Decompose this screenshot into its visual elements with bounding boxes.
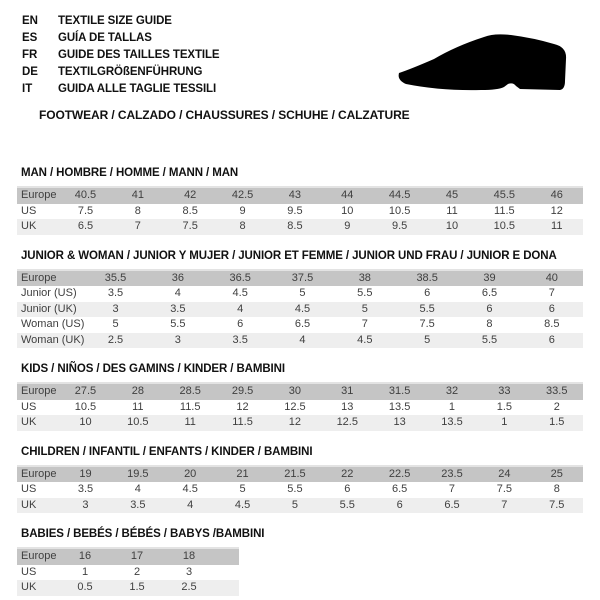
size-value-cell: 31: [321, 383, 373, 400]
size-value-cell: 5: [216, 482, 268, 498]
size-value-cell: 9: [321, 219, 373, 235]
size-value-cell: 4: [112, 482, 164, 498]
size-value-cell: 6: [321, 482, 373, 498]
size-value-cell: 45: [426, 187, 478, 204]
section-title: JUNIOR & WOMAN / JUNIOR Y MUJER / JUNIOR ET FEMME / JUNIOR UND FRAU / JUNIOR E DONA: [21, 249, 557, 262]
size-value-cell: 3: [163, 565, 215, 581]
size-section: [0, 528, 600, 596]
size-label-cell: US: [17, 204, 59, 220]
size-value-cell: 11.5: [216, 415, 268, 431]
language-label: GUÍA DE TALLAS: [58, 32, 152, 44]
size-value-cell: 9.5: [269, 204, 321, 220]
size-section: [0, 363, 600, 431]
size-value-cell: 10: [321, 204, 373, 220]
size-value-cell: 6: [209, 317, 271, 333]
size-label-cell: Junior (US): [17, 286, 84, 302]
language-label: TEXTILGRÖßENFÜHRUNG: [58, 66, 203, 78]
size-value-cell: 2: [111, 565, 163, 581]
size-value-cell: 5.5: [458, 333, 520, 349]
size-value-cell: 8: [216, 219, 268, 235]
size-value-cell: 28.5: [164, 383, 216, 400]
language-code: IT: [22, 83, 33, 95]
size-value-cell: 6: [521, 333, 583, 349]
size-table: [17, 547, 239, 596]
section-title: BABIES / BEBÉS / BÉBÉS / BABYS /BAMBINI: [21, 528, 265, 540]
size-value-cell: 6.5: [458, 286, 520, 302]
size-value-cell: 44: [321, 187, 373, 204]
size-value-cell: 8.5: [269, 219, 321, 235]
size-value-cell: 16: [59, 548, 111, 565]
size-value-cell: 5: [396, 333, 458, 349]
size-label-cell: Europe: [17, 466, 59, 483]
table-row: [17, 317, 583, 333]
size-value-cell: 30: [269, 383, 321, 400]
size-value-cell: 11: [426, 204, 478, 220]
size-value-cell: 28: [112, 383, 164, 400]
shoe-icon: [396, 32, 568, 92]
size-value-cell: 22.5: [373, 466, 425, 483]
size-label-cell: Woman (US): [17, 317, 84, 333]
size-value-cell: 6: [396, 286, 458, 302]
size-value-cell: 6: [373, 498, 425, 514]
table-row: [17, 286, 583, 302]
size-value-cell: 5.5: [396, 302, 458, 318]
size-value-cell: 1.5: [111, 580, 163, 596]
size-value-cell: 6.5: [59, 219, 111, 235]
size-table: [17, 186, 583, 235]
size-value-cell: 7.5: [59, 204, 111, 220]
size-value-cell: 7.5: [531, 498, 583, 514]
language-code: EN: [22, 15, 38, 27]
size-value-cell: 38: [334, 270, 396, 287]
size-value-cell: 8.5: [521, 317, 583, 333]
section-title: MAN / HOMBRE / HOMME / MANN / MAN: [21, 167, 239, 179]
size-value-cell: 19: [59, 466, 111, 483]
size-value-cell: 13.5: [373, 400, 425, 416]
size-value-cell: 20: [164, 466, 216, 483]
size-label-cell: Europe: [17, 383, 59, 400]
size-label-cell: UK: [17, 219, 59, 235]
table-row: [17, 415, 583, 431]
size-value-cell: 36.5: [209, 270, 271, 287]
size-label-cell: Europe: [17, 270, 84, 287]
size-value-cell: 3.5: [147, 302, 209, 318]
size-value-cell: 4.5: [271, 302, 333, 318]
size-value-cell: 12: [531, 204, 583, 220]
size-value-cell: 21.5: [269, 466, 321, 483]
size-value-cell: 42: [164, 187, 216, 204]
size-value-cell: 13: [321, 400, 373, 416]
size-value-cell: 1: [478, 415, 530, 431]
size-value-cell: 12: [269, 415, 321, 431]
size-value-cell: 4.5: [209, 286, 271, 302]
size-value-cell: 17: [111, 548, 163, 565]
size-value-cell: 4.5: [216, 498, 268, 514]
size-value-cell: 5.5: [269, 482, 321, 498]
size-value-cell: 10: [426, 219, 478, 235]
size-value-cell: 4: [271, 333, 333, 349]
size-value-cell: 11.5: [164, 400, 216, 416]
size-value-cell: 21: [216, 466, 268, 483]
size-value-cell: 31.5: [373, 383, 425, 400]
size-value-cell: 36: [147, 270, 209, 287]
size-value-cell: 13.5: [426, 415, 478, 431]
size-value-cell: 12.5: [321, 415, 373, 431]
language-row: [22, 13, 600, 30]
size-value-cell: 5: [334, 302, 396, 318]
table-row: [17, 187, 583, 204]
size-label-cell: Europe: [17, 548, 59, 565]
size-value-cell: 3: [147, 333, 209, 349]
size-section: [0, 446, 600, 514]
size-value-cell: 40: [521, 270, 583, 287]
size-value-cell: 1: [59, 565, 111, 581]
size-section: [0, 250, 600, 349]
language-code: DE: [22, 66, 38, 78]
size-label-cell: US: [17, 482, 59, 498]
size-value-cell: 2: [531, 400, 583, 416]
size-value-cell: 22: [321, 466, 373, 483]
size-value-cell: 6.5: [271, 317, 333, 333]
table-row: [17, 270, 583, 287]
language-code: ES: [22, 32, 38, 44]
size-value-cell: 37.5: [271, 270, 333, 287]
size-value-cell: 8: [531, 482, 583, 498]
size-value-cell: 9: [216, 204, 268, 220]
size-value-cell: 24: [478, 466, 530, 483]
size-value-cell: 6.5: [373, 482, 425, 498]
size-value-cell: 32: [426, 383, 478, 400]
table-row: [17, 580, 239, 596]
section-title: KIDS / NIÑOS / DES GAMINS / KINDER / BAMBINI: [21, 363, 285, 375]
size-value-cell: 1: [426, 400, 478, 416]
size-value-cell: 5: [271, 286, 333, 302]
size-label-cell: US: [17, 565, 59, 581]
table-row: [17, 333, 583, 349]
size-value-cell: 0.5: [59, 580, 111, 596]
table-row: [17, 548, 239, 565]
size-value-cell: 12.5: [269, 400, 321, 416]
filler-cell: [215, 580, 239, 596]
size-value-cell: 41: [112, 187, 164, 204]
size-value-cell: 10: [59, 415, 111, 431]
size-value-cell: 5.5: [334, 286, 396, 302]
size-value-cell: 33.5: [531, 383, 583, 400]
size-value-cell: 27.5: [59, 383, 111, 400]
size-value-cell: 3: [59, 498, 111, 514]
language-label: GUIDA ALLE TAGLIE TESSILI: [58, 83, 217, 95]
size-value-cell: 40.5: [59, 187, 111, 204]
size-value-cell: 11: [531, 219, 583, 235]
size-table: [17, 465, 583, 514]
size-value-cell: 43: [269, 187, 321, 204]
size-value-cell: 46: [531, 187, 583, 204]
size-value-cell: 7: [521, 286, 583, 302]
size-value-cell: 4: [209, 302, 271, 318]
size-section: [0, 167, 600, 235]
language-label: GUIDE DES TAILLES TEXTILE: [58, 49, 220, 61]
size-value-cell: 4: [164, 498, 216, 514]
size-label-cell: UK: [17, 498, 59, 514]
size-value-cell: 3.5: [84, 286, 146, 302]
table-row: [17, 466, 583, 483]
size-value-cell: 39: [458, 270, 520, 287]
size-label-cell: US: [17, 400, 59, 416]
category-header: FOOTWEAR / CALZADO / CHAUSSURES / SCHUHE / CALZATURE: [39, 108, 410, 122]
size-value-cell: 8.5: [164, 204, 216, 220]
size-value-cell: 3.5: [59, 482, 111, 498]
filler-cell: [215, 565, 239, 581]
size-value-cell: 1.5: [531, 415, 583, 431]
table-row: [17, 498, 583, 514]
section-title: CHILDREN / INFANTIL / ENFANTS / KINDER / BAMBINI: [21, 445, 313, 458]
size-value-cell: 4.5: [164, 482, 216, 498]
size-value-cell: 29.5: [216, 383, 268, 400]
size-value-cell: 7.5: [396, 317, 458, 333]
size-label-cell: UK: [17, 415, 59, 431]
size-value-cell: 10.5: [478, 219, 530, 235]
size-value-cell: 19.5: [112, 466, 164, 483]
size-table: [17, 382, 583, 431]
size-value-cell: 8: [458, 317, 520, 333]
size-value-cell: 9.5: [373, 219, 425, 235]
size-value-cell: 3: [84, 302, 146, 318]
size-value-cell: 7: [478, 498, 530, 514]
size-label-cell: Europe: [17, 187, 59, 204]
size-value-cell: 6: [458, 302, 520, 318]
size-value-cell: 3.5: [112, 498, 164, 514]
size-value-cell: 7: [112, 219, 164, 235]
size-value-cell: 13: [373, 415, 425, 431]
size-value-cell: 6: [521, 302, 583, 318]
size-value-cell: 35.5: [84, 270, 146, 287]
size-value-cell: 5.5: [147, 317, 209, 333]
size-value-cell: 12: [216, 400, 268, 416]
size-value-cell: 1.5: [478, 400, 530, 416]
size-value-cell: 5: [84, 317, 146, 333]
language-code: FR: [22, 49, 38, 61]
size-value-cell: 45.5: [478, 187, 530, 204]
size-value-cell: 4.5: [334, 333, 396, 349]
size-value-cell: 38.5: [396, 270, 458, 287]
size-value-cell: 18: [163, 548, 215, 565]
size-value-cell: 3.5: [209, 333, 271, 349]
size-value-cell: 6.5: [426, 498, 478, 514]
size-tables: [0, 167, 600, 596]
size-value-cell: 11: [112, 400, 164, 416]
size-value-cell: 44.5: [373, 187, 425, 204]
size-value-cell: 23.5: [426, 466, 478, 483]
size-value-cell: 11.5: [478, 204, 530, 220]
table-row: [17, 383, 583, 400]
size-value-cell: 7.5: [164, 219, 216, 235]
size-value-cell: 7: [334, 317, 396, 333]
size-value-cell: 10.5: [373, 204, 425, 220]
size-value-cell: 8: [112, 204, 164, 220]
size-value-cell: 4: [147, 286, 209, 302]
filler-cell: [215, 548, 239, 565]
table-row: [17, 204, 583, 220]
size-label-cell: Junior (UK): [17, 302, 84, 318]
table-row: [17, 482, 583, 498]
size-value-cell: 10.5: [112, 415, 164, 431]
size-value-cell: 2.5: [84, 333, 146, 349]
size-value-cell: 7.5: [478, 482, 530, 498]
size-value-cell: 42.5: [216, 187, 268, 204]
size-value-cell: 11: [164, 415, 216, 431]
table-row: [17, 302, 583, 318]
size-label-cell: Woman (UK): [17, 333, 84, 349]
size-value-cell: 25: [531, 466, 583, 483]
table-row: [17, 400, 583, 416]
size-value-cell: 7: [426, 482, 478, 498]
size-value-cell: 5: [269, 498, 321, 514]
size-table: [17, 269, 583, 349]
size-value-cell: 33: [478, 383, 530, 400]
table-row: [17, 219, 583, 235]
size-label-cell: UK: [17, 580, 59, 596]
language-label: TEXTILE SIZE GUIDE: [58, 15, 172, 27]
size-value-cell: 5.5: [321, 498, 373, 514]
size-value-cell: 10.5: [59, 400, 111, 416]
size-value-cell: 2.5: [163, 580, 215, 596]
table-row: [17, 565, 239, 581]
